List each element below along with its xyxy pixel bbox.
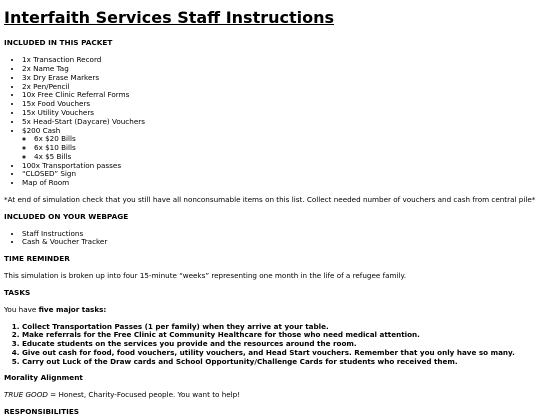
packet-list xyxy=(4,56,536,188)
list-item: • “CLOSED” Sign xyxy=(22,170,536,179)
packet-note: *At end of simulation check that you still have all nonconsumable items on this list. Collect needed number of vouchers and cash from central pile* xyxy=(4,195,536,204)
list-item: • 15x Food Vouchers xyxy=(22,100,536,109)
list-item: ◦ 6x $10 Bills xyxy=(34,144,536,153)
list-item: • Map of Room xyxy=(22,179,536,188)
page-title: Interfaith Services Staff Instructions xyxy=(4,8,335,27)
list-item: ◦ 4x $5 Bills xyxy=(34,153,536,162)
list-item: • Cash & Voucher Tracker xyxy=(22,238,536,247)
list-item: • 10x Free Clinic Referral Forms xyxy=(22,91,536,100)
list-item: • 15x Utility Vouchers xyxy=(22,109,536,118)
list-item: ◦ 6x $20 Bills xyxy=(34,135,536,144)
packet-heading: INCLUDED IN THIS PACKET xyxy=(4,38,113,48)
webpage-heading: INCLUDED ON YOUR WEBPAGE xyxy=(4,211,129,221)
tasks-list xyxy=(4,323,536,367)
webpage-list xyxy=(4,230,536,248)
list-item: 4. Give out cash for food, food vouchers, utility vouchers, and Head Start vouchers. Remember that you only have so many. xyxy=(22,349,536,358)
list-item: • 2x Pen/Pencil xyxy=(22,83,536,92)
morality-heading: Morality Alignment xyxy=(4,373,83,383)
responsibilities-heading: RESPONSIBILITIES xyxy=(4,407,80,417)
tasks-intro-bold: five major tasks: xyxy=(38,304,107,314)
cash-breakdown-list xyxy=(22,135,536,161)
tasks-heading: TASKS xyxy=(4,287,31,297)
list-item: • 100x Transportation passes xyxy=(22,162,536,171)
morality-text xyxy=(4,391,536,400)
morality-description: = Honest, Charity-Focused people. You want to help! xyxy=(47,390,241,400)
list-item: 5. Carry out Luck of the Draw cards and School Opportunity/Challenge Cards for students who received them. xyxy=(22,358,536,367)
morality-label: TRUE GOOD xyxy=(4,390,48,400)
time-reminder-text: This simulation is broken up into four 15-minute “weeks” representing one month in the life of a refugee family. xyxy=(4,271,407,281)
tasks-intro-prefix: You have xyxy=(4,304,39,314)
list-item: • 2x Name Tag xyxy=(22,65,536,74)
list-item: 3. Educate students on the services you provide and the resources around the room. xyxy=(22,340,536,349)
list-item: 1. Collect Transportation Passes (1 per family) when they arrive at your table. xyxy=(22,323,536,332)
cash-label: $200 Cash xyxy=(22,125,61,135)
tasks-intro xyxy=(4,306,536,315)
list-item: • 1x Transaction Record xyxy=(22,56,536,65)
time-reminder-heading: TIME REMINDER xyxy=(4,254,70,264)
list-item-cash xyxy=(22,127,536,162)
list-item: • Staff Instructions xyxy=(22,230,536,239)
list-item: • 5x Head-Start (Daycare) Vouchers xyxy=(22,118,536,127)
list-item: • 3x Dry Erase Markers xyxy=(22,74,536,83)
list-item: 2. Make referrals for the Free Clinic at Community Healthcare for those who need medical attention. xyxy=(22,331,536,340)
